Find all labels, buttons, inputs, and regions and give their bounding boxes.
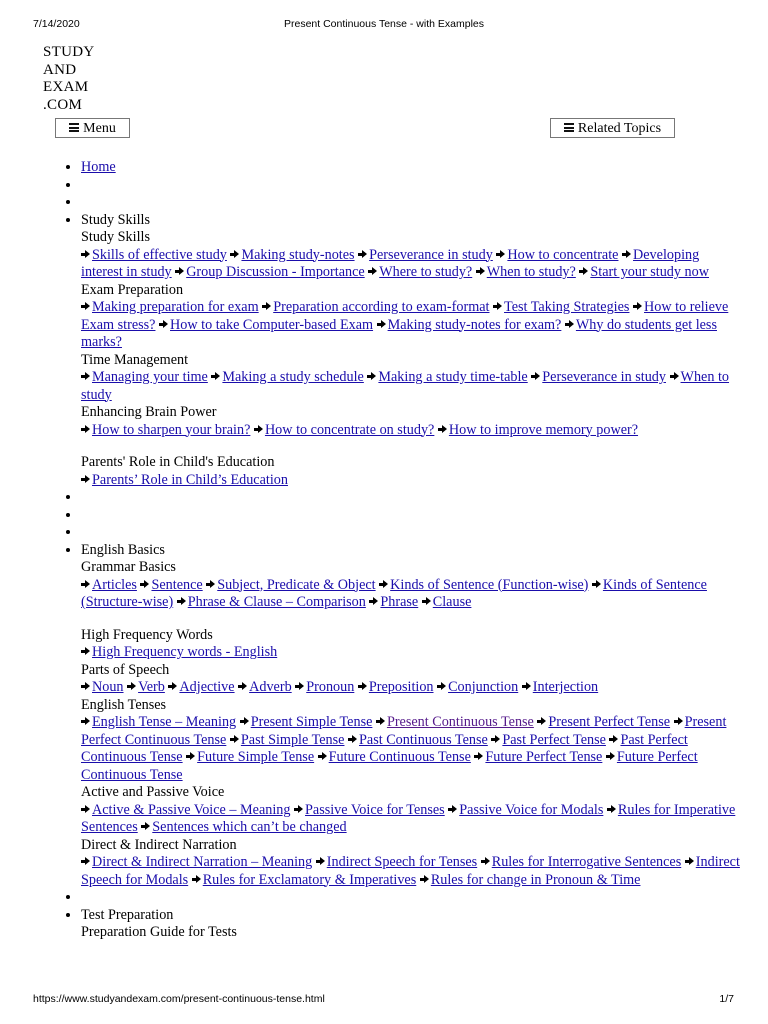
arrow-right-icon [368, 267, 377, 276]
arrow-right-icon [81, 372, 90, 381]
nav-group-links [81, 644, 741, 662]
arrow-right-icon [522, 682, 531, 691]
print-footer [0, 993, 768, 1007]
nav-section-title: • English Basics [81, 541, 165, 558]
arrow-right-icon [159, 320, 168, 329]
arrow-right-icon [141, 822, 150, 831]
nav-link-past-perfect-continuous-tense[interactable]: Past Perfect Continuous Tense [81, 731, 688, 765]
nav-link-when-to-study[interactable]: When to study [81, 369, 730, 403]
nav-link-phrase[interactable]: Phrase [380, 594, 419, 610]
nav-link-past-continuous-tense[interactable]: Past Continuous Tense [359, 731, 488, 748]
nav-link-where-to-study[interactable]: Where to study? [379, 264, 473, 280]
arrow-right-icon [238, 682, 247, 691]
nav-section-groups [81, 229, 741, 489]
arrow-right-icon [493, 302, 502, 311]
nav-link-making-a-study-schedule[interactable]: Making a study schedule [222, 369, 364, 385]
print-title: Present Continuous Tense - with Examples [284, 18, 484, 30]
arrow-right-icon [491, 735, 500, 744]
arrow-right-icon [476, 267, 485, 276]
arrow-right-icon [367, 372, 376, 381]
nav-item-empty [81, 489, 741, 507]
nav-link-perseverance-in-study[interactable]: Perseverance in study [369, 246, 493, 263]
nav-link-past-perfect-tense[interactable]: Past Perfect Tense [502, 731, 606, 748]
nav-link-sentences-which-can-t-be-changed[interactable]: Sentences which can’t be changed [152, 819, 347, 835]
nav-link-high-frequency-words-english[interactable]: High Frequency words - English [92, 644, 278, 660]
hamburger-icon [564, 123, 574, 132]
arrow-right-icon [481, 857, 490, 866]
logo-line: AND [43, 61, 77, 78]
nav-link-present-simple-tense[interactable]: Present Simple Tense [250, 714, 373, 730]
nav-group-heading: Parts of Speech [81, 661, 170, 678]
nav-link-preparation-according-to-exam-format[interactable]: Preparation according to exam-format [273, 299, 490, 315]
related-topics-button[interactable] [550, 118, 675, 138]
nav-group-links [81, 802, 741, 837]
menu-button[interactable] [55, 118, 130, 138]
nav-link-indirect-speech-for-modals[interactable]: Indirect Speech for Modals [81, 854, 740, 888]
nav-group-links [81, 247, 741, 282]
nav-link-future-perfect-tense[interactable]: Future Perfect Tense [485, 749, 603, 765]
nav-link-rules-for-interrogative-sentences[interactable]: Rules for Interrogative Sentences [491, 854, 682, 870]
nav-group-heading: High Frequency Words [81, 626, 213, 643]
nav-link-test-taking-strategies[interactable]: Test Taking Strategies [504, 299, 630, 315]
nav-group-heading: Preparation Guide for Tests [81, 924, 237, 940]
arrow-right-icon [348, 735, 357, 744]
arrow-right-icon [606, 752, 615, 761]
arrow-right-icon [531, 372, 540, 381]
nav-link-articles[interactable]: Articles [92, 576, 137, 593]
arrow-right-icon [437, 682, 446, 691]
arrow-right-icon [607, 805, 616, 814]
nav-group-heading: English Tenses [81, 696, 167, 713]
nav-link-rules-for-imperative-sentences[interactable]: Rules for Imperative Sentences [81, 801, 736, 835]
nav-link-future-continuous-tense[interactable]: Future Continuous Tense [328, 749, 471, 765]
nav-link-rules-for-exclamatory-imperatives[interactable]: Rules for Exclamatory & Imperatives [202, 871, 417, 888]
nav-link-parents-role-in-child-s-education[interactable]: Parents’ Role in Child’s Education [92, 471, 288, 488]
print-page-number: 1/7 [719, 993, 734, 1005]
arrow-right-icon [81, 805, 90, 814]
nav-link-phrase-clause-comparison[interactable]: Phrase & Clause – Comparison [187, 594, 366, 610]
nav-link-passive-voice-for-tenses[interactable]: Passive Voice for Tenses [305, 801, 445, 818]
nav-link-how-to-sharpen-your-brain[interactable]: How to sharpen your brain? [92, 421, 251, 438]
nav-group-links [81, 369, 741, 404]
arrow-right-icon [211, 372, 220, 381]
logo-line: EXAM [43, 79, 89, 95]
nav-item-empty [81, 524, 741, 542]
nav-link-managing-your-time[interactable]: Managing your time [92, 369, 208, 385]
arrow-right-icon [175, 267, 184, 276]
nav-item-home [81, 159, 741, 177]
arrow-right-icon [295, 682, 304, 691]
nav-group-heading: Grammar Basics [81, 559, 176, 575]
logo-line: .COM [43, 96, 83, 113]
nav-link-when-to-study[interactable]: When to study? [486, 264, 576, 280]
nav-link-group-discussion-importance[interactable]: Group Discussion - Importance [186, 264, 365, 280]
nav-link-how-to-relieve-exam-stress[interactable]: How to relieve Exam stress? [81, 299, 729, 333]
nav-link-why-do-students-get-less-marks[interactable]: Why do students get less marks? [81, 316, 717, 350]
nav-link-skills-of-effective-study[interactable]: Skills of effective study [92, 246, 227, 263]
nav-group-links [81, 854, 741, 889]
nav-link-passive-voice-for-modals[interactable]: Passive Voice for Modals [459, 801, 604, 818]
nav-link-indirect-speech-for-tenses[interactable]: Indirect Speech for Tenses [326, 854, 478, 870]
arrow-right-icon [230, 250, 239, 259]
print-date: 7/14/2020 [33, 18, 80, 30]
arrow-right-icon [358, 682, 367, 691]
arrow-right-icon [633, 302, 642, 311]
nav-link-making-a-study-time-table[interactable]: Making a study time-table [378, 369, 528, 385]
arrow-right-icon [358, 250, 367, 259]
arrow-right-icon [379, 580, 388, 589]
main-nav [66, 159, 741, 942]
nav-item-test-preparation [81, 907, 741, 942]
nav-item-empty [81, 177, 741, 195]
nav-group-heading: Exam Preparation [81, 281, 184, 298]
arrow-right-icon [622, 250, 631, 259]
nav-link-kinds-of-sentence-structure-wise[interactable]: Kinds of Sentence (Structure-wise) [81, 576, 707, 610]
nav-link-subject-predicate-object[interactable]: Subject, Predicate & Object [217, 576, 376, 593]
nav-link-start-your-study-now[interactable]: Start your study now [590, 264, 709, 280]
arrow-right-icon [674, 717, 683, 726]
nav-section-title: • Test Preparation [81, 906, 174, 923]
arrow-right-icon [565, 320, 574, 329]
arrow-right-icon [81, 857, 90, 866]
nav-link-kinds-of-sentence-function-wise[interactable]: Kinds of Sentence (Function-wise) [390, 576, 589, 593]
related-topics-button-label: Related Topics [577, 121, 662, 136]
nav-section-groups [81, 924, 741, 942]
arrow-right-icon [254, 425, 263, 434]
arrow-right-icon [670, 372, 679, 381]
arrow-right-icon [496, 250, 505, 259]
nav-link-perseverance-in-study[interactable]: Perseverance in study [542, 369, 666, 385]
nav-group-links [81, 472, 741, 490]
arrow-right-icon [422, 597, 431, 606]
arrow-right-icon [81, 682, 90, 691]
arrow-right-icon [186, 752, 195, 761]
arrow-right-icon [81, 250, 90, 259]
nav-group-heading: Active and Passive Voice [81, 784, 225, 800]
arrow-right-icon [168, 682, 177, 691]
arrow-right-icon [127, 682, 136, 691]
nav-link-making-study-notes[interactable]: Making study-notes [241, 246, 355, 263]
print-header [0, 18, 768, 32]
arrow-right-icon [448, 805, 457, 814]
arrow-right-icon [318, 752, 327, 761]
arrow-right-icon [685, 857, 694, 866]
arrow-right-icon [592, 580, 601, 589]
nav-link-adjective[interactable]: Adjective [179, 679, 235, 695]
nav-link-how-to-improve-memory-power[interactable]: How to improve memory power? [448, 421, 639, 438]
nav-link-sentence[interactable]: Sentence [151, 576, 203, 593]
nav-item-study-skills [81, 212, 741, 490]
nav-group-links [81, 299, 741, 352]
nav-link-how-to-concentrate[interactable]: How to concentrate [507, 246, 619, 263]
arrow-right-icon [206, 580, 215, 589]
nav-link-clause[interactable]: Clause [432, 594, 472, 610]
arrow-right-icon [262, 302, 271, 311]
nav-link-home[interactable]: Home [81, 159, 116, 175]
arrow-right-icon [316, 857, 325, 866]
nav-link-noun[interactable]: Noun [92, 679, 124, 695]
nav-link-rules-for-change-in-pronoun-time[interactable]: Rules for change in Pronoun & Time [430, 871, 641, 888]
nav-item-empty [81, 507, 741, 525]
arrow-right-icon [294, 805, 303, 814]
nav-link-how-to-take-computer-based-exam[interactable]: How to take Computer-based Exam [170, 316, 374, 333]
arrow-right-icon [377, 320, 386, 329]
nav-link-active-passive-voice-meaning[interactable]: Active & Passive Voice – Meaning [92, 801, 291, 818]
section-spacer [81, 439, 741, 454]
arrow-right-icon [81, 647, 90, 656]
nav-link-interjection[interactable]: Interjection [532, 679, 599, 695]
nav-section-title: • Study Skills [81, 211, 150, 228]
logo-line: STUDY [43, 44, 95, 60]
arrow-right-icon [474, 752, 483, 761]
nav-section-groups [81, 559, 741, 889]
arrow-right-icon [369, 597, 378, 606]
nav-link-past-simple-tense[interactable]: Past Simple Tense [240, 731, 345, 748]
nav-group-heading: Parents' Role in Child's Education [81, 454, 275, 470]
arrow-right-icon [609, 735, 618, 744]
nav-link-pronoun[interactable]: Pronoun [306, 679, 355, 695]
nav-item-empty [81, 194, 741, 212]
hamburger-icon [69, 123, 79, 132]
nav-link-future-simple-tense[interactable]: Future Simple Tense [197, 749, 315, 765]
nav-item-empty [81, 889, 741, 907]
nav-link-adverb[interactable]: Adverb [249, 679, 292, 695]
nav-link-verb[interactable]: Verb [138, 679, 165, 695]
arrow-right-icon [177, 597, 186, 606]
nav-link-making-preparation-for-exam[interactable]: Making preparation for exam [92, 299, 259, 315]
nav-link-english-tense-meaning[interactable]: English Tense – Meaning [92, 714, 237, 730]
arrow-right-icon [140, 580, 149, 589]
nav-group-heading: Time Management [81, 351, 189, 368]
nav-item-english-basics [81, 542, 741, 890]
arrow-right-icon [81, 425, 90, 434]
arrow-right-icon [438, 425, 447, 434]
nav-link-future-perfect-continuous-tense[interactable]: Future Perfect Continuous Tense [81, 749, 698, 783]
arrow-right-icon [579, 267, 588, 276]
arrow-right-icon [81, 475, 90, 484]
arrow-right-icon [230, 735, 239, 744]
arrow-right-icon [420, 875, 429, 884]
nav-group-links [81, 577, 741, 612]
arrow-right-icon [81, 580, 90, 589]
nav-group-heading: Enhancing Brain Power [81, 404, 217, 420]
nav-group-heading: Direct & Indirect Narration [81, 836, 237, 853]
nav-link-present-continuous-tense[interactable]: Present Continuous Tense [386, 714, 534, 730]
nav-link-conjunction[interactable]: Conjunction [448, 679, 519, 695]
arrow-right-icon [81, 717, 90, 726]
print-url: https://www.studyandexam.com/present-continuous-tense.html [33, 993, 325, 1005]
nav-link-developing-interest-in-study[interactable]: Developing interest in study [81, 246, 700, 280]
nav-group-links [81, 679, 741, 697]
nav-group-links [81, 714, 741, 784]
nav-group-links [81, 422, 741, 440]
arrow-right-icon [240, 717, 249, 726]
nav-group-heading: Study Skills [81, 229, 150, 245]
arrow-right-icon [192, 875, 201, 884]
arrow-right-icon [81, 302, 90, 311]
nav-link-how-to-concentrate-on-study[interactable]: How to concentrate on study? [264, 421, 435, 438]
site-logo[interactable] [43, 44, 95, 114]
nav-link-preposition[interactable]: Preposition [368, 679, 434, 695]
menu-button-label: Menu [83, 121, 116, 136]
arrow-right-icon [537, 717, 546, 726]
nav-link-present-perfect-continuous-tense[interactable]: Present Perfect Continuous Tense [81, 714, 727, 748]
nav-link-making-study-notes-for-exam[interactable]: Making study-notes for exam? [387, 316, 562, 333]
arrow-right-icon [376, 717, 385, 726]
nav-link-direct-indirect-narration-meaning[interactable]: Direct & Indirect Narration – Meaning [92, 854, 313, 870]
nav-link-present-perfect-tense[interactable]: Present Perfect Tense [548, 714, 671, 730]
section-spacer [81, 612, 741, 627]
